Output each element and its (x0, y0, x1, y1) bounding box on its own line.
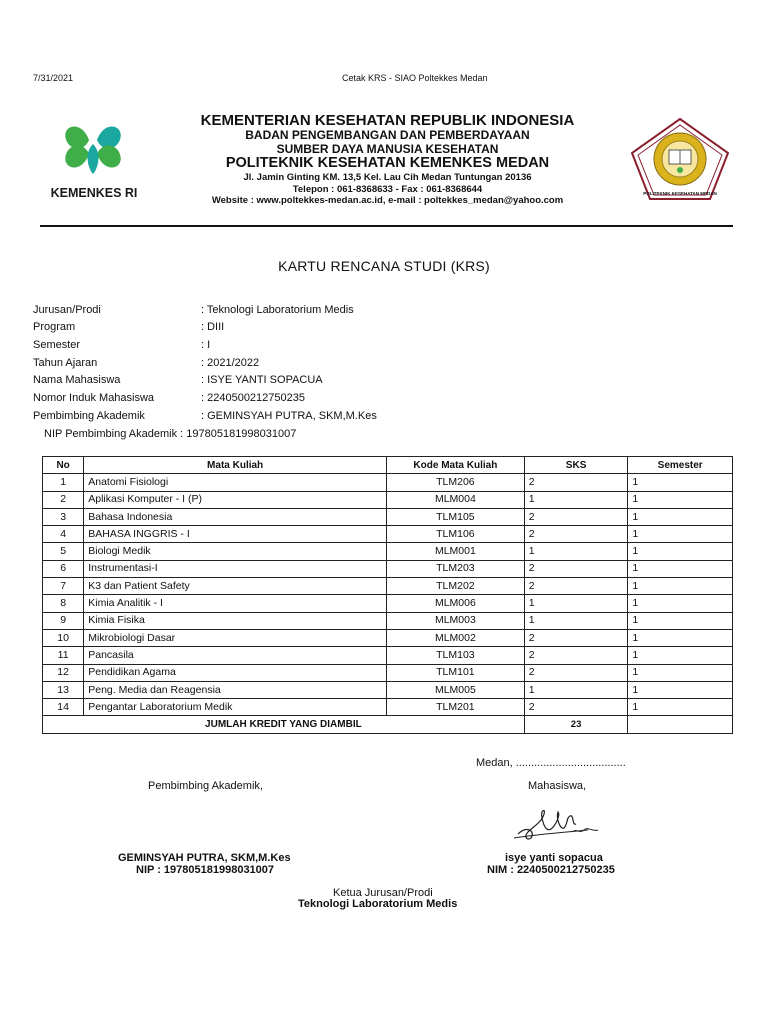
table-row (43, 578, 733, 595)
cell-sks: 1 (524, 595, 628, 612)
info-value-advisor: : GEMINSYAH PUTRA, SKM,M.Kes (201, 410, 377, 422)
advisor-name: GEMINSYAH PUTRA, SKM,M.Kes (118, 852, 291, 864)
student-nim: NIM : 2240500212750235 (487, 864, 615, 876)
student-name: isye yanti sopacua (505, 852, 603, 864)
cell-code: MLM002 (386, 629, 524, 646)
info-value-student-name: : ISYE YANTI SOPACUA (201, 374, 323, 386)
table-row (43, 595, 733, 612)
cell-code: TLM106 (386, 526, 524, 543)
cell-code: TLM202 (386, 578, 524, 595)
print-page-title: Cetak KRS - SIAO Poltekkes Medan (342, 73, 488, 83)
info-value-year: : 2021/2022 (201, 357, 260, 369)
cell-no: 14 (43, 699, 84, 716)
ministry-name: KEMENTERIAN KESEHATAN REPUBLIK INDONESIA (200, 112, 575, 129)
table-row (43, 474, 733, 491)
cell-semester: 1 (628, 629, 733, 646)
info-value-semester: : I (201, 339, 211, 351)
table-row (43, 664, 733, 681)
cell-code: TLM103 (386, 647, 524, 664)
cell-sks: 1 (524, 491, 628, 508)
institution-address: Jl. Jamin Ginting KM. 13,5 Kel. Lau Cih Medan Tuntungan 20136 (243, 172, 532, 183)
info-value-program: : DIII (201, 321, 225, 333)
cell-course: Peng. Media dan Reagensia (84, 681, 387, 698)
cell-course: Biologi Medik (84, 543, 387, 560)
place-date: Medan, .................................... (476, 757, 626, 769)
table-row (43, 647, 733, 664)
cell-code: TLM206 (386, 474, 524, 491)
cell-semester: 1 (628, 699, 733, 716)
student-signature-icon (508, 804, 608, 848)
cell-no: 12 (43, 664, 84, 681)
cell-code: MLM005 (386, 681, 524, 698)
cell-course: Pancasila (84, 647, 387, 664)
col-header-semester: Semester (628, 457, 733, 474)
cell-code: MLM003 (386, 612, 524, 629)
info-label-student-name: Nama Mahasiswa (33, 374, 121, 386)
agency-line-2: SUMBER DAYA MANUSIA KESEHATAN (276, 142, 499, 156)
cell-no: 11 (43, 647, 84, 664)
cell-sks: 1 (524, 681, 628, 698)
cell-code: MLM006 (386, 595, 524, 612)
cell-course: Pendidikan Agama (84, 664, 387, 681)
table-row (43, 560, 733, 577)
col-header-sks: SKS (524, 457, 628, 474)
cell-semester: 1 (628, 647, 733, 664)
cell-semester: 1 (628, 526, 733, 543)
agency-line-1: BADAN PENGEMBANGAN DAN PEMBERDAYAAN (245, 128, 530, 142)
table-row (43, 491, 733, 508)
institution-name: POLITEKNIK KESEHATAN KEMENKES MEDAN (225, 155, 550, 171)
cell-code: TLM105 (386, 508, 524, 525)
total-credits-label: JUMLAH KREDIT YANG DIAMBIL (43, 716, 525, 733)
cell-code: MLM004 (386, 491, 524, 508)
cell-course: Instrumentasi-I (84, 560, 387, 577)
cell-no: 3 (43, 508, 84, 525)
cell-semester: 1 (628, 508, 733, 525)
table-row (43, 508, 733, 525)
seal-caption: POLITEKNIK KESEHATAN MEDAN (643, 191, 717, 196)
cell-course: Mikrobiologi Dasar (84, 629, 387, 646)
table-row (43, 629, 733, 646)
cell-no: 6 (43, 560, 84, 577)
student-signature-title: Mahasiswa, (528, 780, 587, 792)
cell-course: Pengantar Laboratorium Medik (84, 699, 387, 716)
table-total-row (43, 716, 733, 733)
cell-sks: 2 (524, 474, 628, 491)
table-row (43, 681, 733, 698)
info-label-advisor: Pembimbing Akademik (33, 410, 145, 422)
cell-sks: 2 (524, 699, 628, 716)
institution-phone: Telepon : 061-8368633 - Fax : 061-8368644 (292, 184, 483, 195)
cell-sks: 2 (524, 560, 628, 577)
cell-sks: 2 (524, 629, 628, 646)
table-row (43, 543, 733, 560)
col-header-no: No (43, 457, 84, 474)
info-value-nim: : 2240500212750235 (201, 392, 305, 404)
advisor-signature-title: Pembimbing Akademik, (148, 780, 263, 792)
cell-semester: 1 (628, 578, 733, 595)
head-of-department-prodi: Teknologi Laboratorium Medis (298, 898, 458, 910)
logo-caption: KEMENKES RI (50, 186, 138, 200)
cell-no: 10 (43, 629, 84, 646)
cell-no: 4 (43, 526, 84, 543)
cell-no: 7 (43, 578, 84, 595)
cell-sks: 2 (524, 526, 628, 543)
table-header-row (43, 457, 733, 474)
advisor-nip: NIP : 197805181998031007 (136, 864, 275, 876)
cell-course: Kimia Fisika (84, 612, 387, 629)
cell-sks: 2 (524, 664, 628, 681)
cell-no: 2 (43, 491, 84, 508)
advisor-nip-line: NIP Pembimbing Akademik : 197805181998031007 (44, 428, 297, 440)
cell-sks: 1 (524, 612, 628, 629)
info-label-nim: Nomor Induk Mahasiswa (33, 392, 155, 404)
cell-sks: 1 (524, 543, 628, 560)
cell-code: TLM201 (386, 699, 524, 716)
letterhead-rule (40, 225, 733, 227)
cell-no: 9 (43, 612, 84, 629)
total-credits-value: 23 (524, 716, 628, 733)
cell-code: TLM203 (386, 560, 524, 577)
info-label-semester: Semester (33, 339, 81, 351)
col-header-code: Kode Mata Kuliah (386, 457, 524, 474)
cell-no: 8 (43, 595, 84, 612)
cell-semester: 1 (628, 681, 733, 698)
cell-code: TLM101 (386, 664, 524, 681)
col-header-course: Mata Kuliah (84, 457, 387, 474)
info-label-prodi: Jurusan/Prodi (33, 304, 101, 316)
cell-course: K3 dan Patient Safety (84, 578, 387, 595)
total-empty-cell (628, 716, 733, 733)
head-of-department-title: Ketua Jurusan/Prodi (333, 887, 433, 899)
cell-semester: 1 (628, 612, 733, 629)
cell-semester: 1 (628, 543, 733, 560)
cell-semester: 1 (628, 474, 733, 491)
cell-sks: 2 (524, 578, 628, 595)
document-title: KARTU RENCANA STUDI (KRS) (278, 258, 490, 274)
cell-course: Aplikasi Komputer - I (P) (84, 491, 387, 508)
cell-no: 13 (43, 681, 84, 698)
table-row (43, 526, 733, 543)
info-value-prodi: : Teknologi Laboratorium Medis (201, 304, 354, 316)
cell-course: BAHASA INGGRIS - I (84, 526, 387, 543)
cell-code: MLM001 (386, 543, 524, 560)
info-label-program: Program (33, 321, 76, 333)
cell-course: Kimia Analitik - I (84, 595, 387, 612)
info-label-year: Tahun Ajaran (33, 357, 98, 369)
table-row (43, 612, 733, 629)
cell-course: Anatomi Fisiologi (84, 474, 387, 491)
cell-sks: 2 (524, 508, 628, 525)
institution-website: Website : www.poltekkes-medan.ac.id, e-mail : poltekkes_medan@yahoo.com (211, 195, 564, 206)
cell-semester: 1 (628, 664, 733, 681)
table-row (43, 699, 733, 716)
cell-semester: 1 (628, 491, 733, 508)
cell-sks: 2 (524, 647, 628, 664)
cell-no: 1 (43, 474, 84, 491)
cell-semester: 1 (628, 595, 733, 612)
cell-no: 5 (43, 543, 84, 560)
cell-semester: 1 (628, 560, 733, 577)
poltekkes-seal-icon (626, 115, 734, 207)
cell-course: Bahasa Indonesia (84, 508, 387, 525)
print-date: 7/31/2021 (33, 73, 74, 83)
course-table (42, 456, 733, 734)
